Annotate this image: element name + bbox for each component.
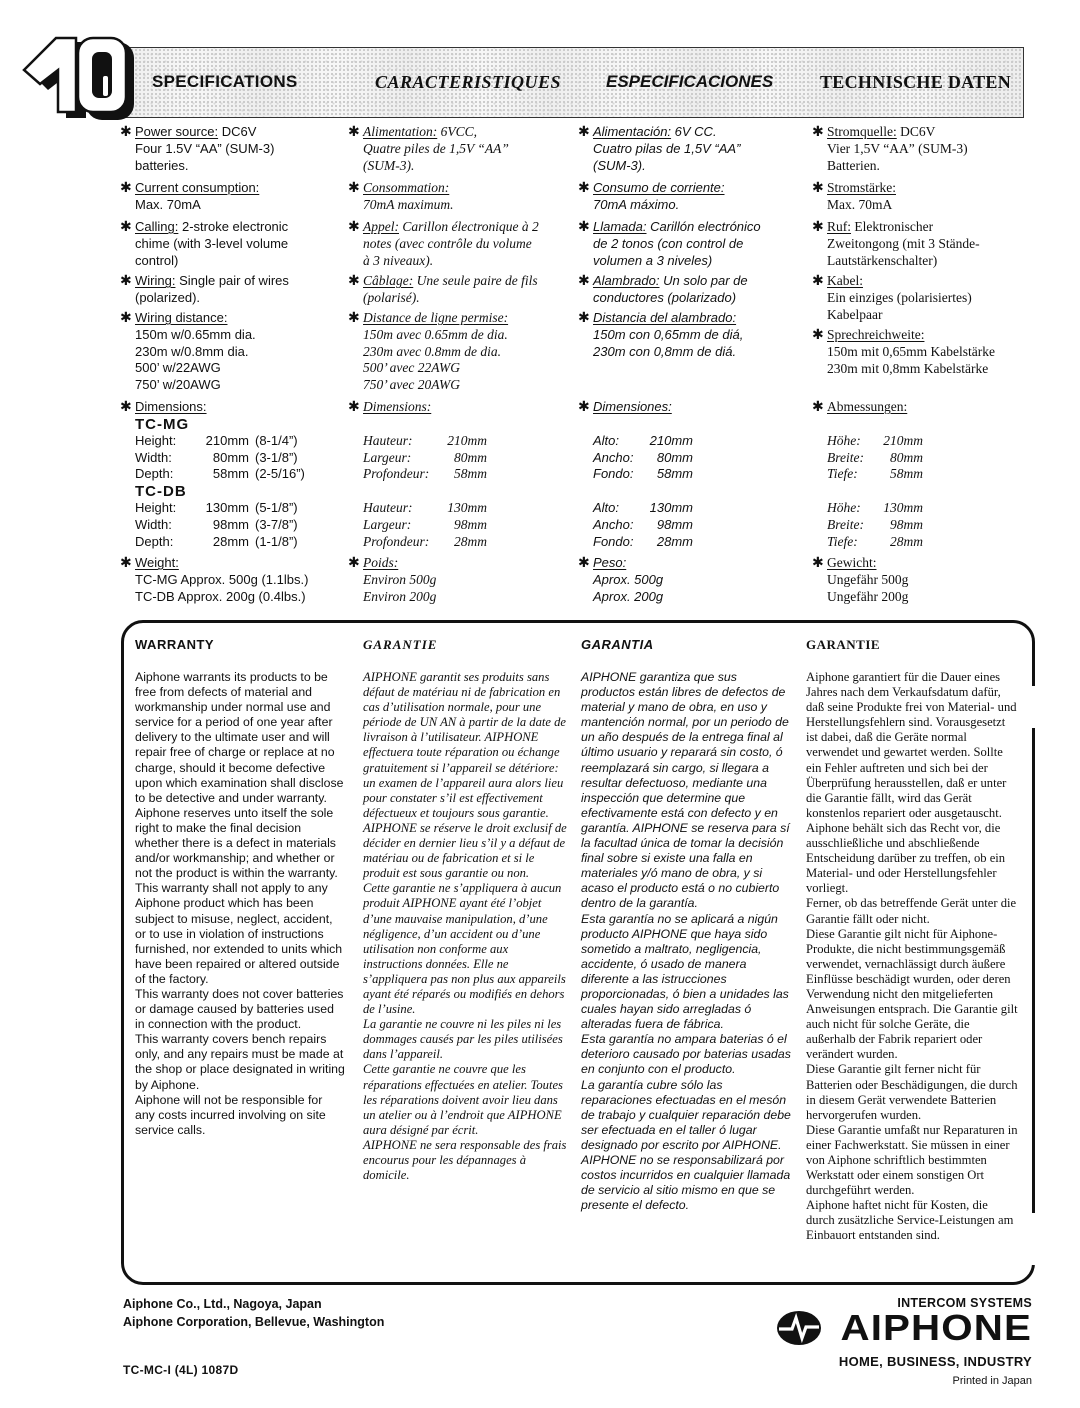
spec-label: Distance de ligne permise: (363, 310, 509, 325)
warranty-paragraph: Esta garantía no se aplicará a nigún producto AIPHONE que haya sido sometido a maltrato, negligencia, accidente, ó usado de manera diferente a las istrucciones proporcionadas, ó bien a unidades las cuales hayan sido arregladas ó alteradas fuera de fábrica. (581, 911, 789, 1032)
spec-label: Peso: (593, 555, 627, 570)
warranty-paragraph: Aiphone warrants its products to be free from defects of material and workmanship under normal use and service for a period of one year after delivery to the ultimate user and will repair free of charge or replace at no charge, should it become defective upon which examination shall disclose to be detective and under warranty. Aiphone reserves unto itself the sole right to make the final decision whether there is a defect in materials and/or workmanship; and whether or not the product is within the warranty. (135, 670, 344, 881)
warranty-column-fr (363, 637, 568, 1183)
asterisk-bullet-icon: ✱ (812, 219, 824, 235)
spec-label: Ruf: (827, 219, 852, 234)
asterisk-bullet-icon: ✱ (348, 219, 360, 235)
asterisk-bullet-icon: ✱ (578, 555, 590, 571)
asterisk-bullet-icon: ✱ (348, 273, 360, 289)
dim-row: Alto: 130mm (593, 500, 693, 516)
spec-wiring: ✱ Wiring: Single pair of wires (polarized). (120, 273, 289, 305)
spec-current: ✱ Consommation: 70mA maximum. (348, 180, 454, 212)
spec-label: Alimentación: (593, 124, 672, 139)
asterisk-bullet-icon: ✱ (578, 219, 590, 235)
spec-dimensions (812, 399, 1042, 551)
dim-row: Depth: 28mm (1-1/8”) (135, 533, 298, 549)
spec-label: Alimentation: (363, 124, 438, 139)
spec-label: Gewicht: (827, 555, 877, 570)
asterisk-bullet-icon: ✱ (578, 273, 590, 289)
warranty-title: GARANTIE (806, 637, 881, 652)
warranty-paragraph: Cette garantie ne couvre que les réparations effectuées en atelier. Toutes les réparations doivent avoir lieu dans un atelier ou à l’endroit que AIPHONE aura désigné par écrit. (363, 1062, 563, 1137)
title-es: ESPECIFICACIONES (606, 72, 774, 91)
dim-row: Largeur: 80mm (363, 449, 487, 465)
spec-current: ✱ Current consumption: Max. 70mA (120, 180, 260, 212)
dim-row: Width: 98mm (3-7/8”) (135, 516, 298, 532)
warranty-paragraph: Esta garantía no ampara baterias ó el deterioro causado por baterias usadas en conjunto con el producto. (581, 1032, 791, 1077)
warranty-paragraph: Aiphone haftet nicht für Kosten, die durch zusätzliche Service-Leistungen am Einbauort entstanden sind. (806, 1198, 1014, 1243)
spec-label: Appel: (363, 219, 399, 234)
dim-row: Width: 80mm (3-1/8”) (135, 449, 298, 465)
spec-wiring-distance: ✱ Distancia del alambrado: 150m con 0,65mm de diá, 230m con 0,8mm de diá. (578, 310, 744, 359)
spec-label: Câblage: (363, 273, 414, 288)
dim-row: Fondo: 28mm (593, 533, 693, 549)
spec-wiring: ✱ Kabel: Ein einziges (polarisiertes) Kabelpaar (812, 273, 972, 322)
dim-row: Tiefe: 58mm (827, 466, 923, 482)
spec-current: ✱ Consumo de corriente: 70mA máximo. (578, 180, 725, 212)
spec-label: Stromstärke: (827, 180, 896, 195)
spec-label: Consommation: (363, 180, 450, 195)
spec-wiring: ✱ Câblage: Une seule paire de fils (polarisé). (348, 273, 538, 305)
spec-label: Wiring distance: (135, 310, 228, 325)
spec-label: Wiring: (135, 273, 176, 288)
warranty-paragraph: AIPHONE garantiza que sus productos están libres de defectos de material y mano de obra, en uso y mantención normal, por un periodo de un año después de la entrega final al último usuario y reparará sin costo, ó reemplazará sin cargo, si llegara a resultar defectuoso, mediante una inspección que determine que efectivamente está con defecto y en garantía. AIPHONE se reserva para sí la facultad única de tomar la decisión final sobre si existe una falla en materiales y/ó mano de obra, y si acaso el producto está o no cubierto dentro de la garantía. (581, 670, 790, 911)
spec-weight: ✱ Weight: TC-MG Approx. 500g (1.1lbs.) TC-DB Approx. 200g (0.4lbs.) (120, 555, 309, 604)
asterisk-bullet-icon: ✱ (120, 399, 132, 415)
asterisk-bullet-icon: ✱ (348, 124, 360, 140)
spec-label: Dimensions: (363, 399, 432, 414)
asterisk-bullet-icon: ✱ (348, 555, 360, 571)
warranty-paragraph: La garantía cubre sólo las reparaciones efectuadas en el mesón de trabajo y cualquier reparación debe ser efectuada en el taller ó lugar designado por escrito por AIPHONE. (581, 1077, 791, 1152)
dim-row: Largeur: 98mm (363, 516, 487, 532)
title-fr: CARACTERISTIQUES (375, 72, 562, 92)
spec-label: Calling: (135, 219, 179, 234)
spec-label: Dimensions: (135, 399, 207, 414)
spec-label: Distancia del alambrado: (593, 310, 737, 325)
spec-wiring: ✱ Alambrado: Un solo par de conductores (polarizado) (578, 273, 748, 305)
spec-power: ✱ Alimentación: 6V CC. Cuatro pilas de 1,5V “AA” (SUM-3). (578, 124, 741, 173)
spec-weight: ✱ Poids: Environ 500g Environ 200g (348, 555, 437, 604)
dim-row: Höhe: 210mm (827, 432, 923, 448)
asterisk-bullet-icon: ✱ (578, 180, 590, 196)
warranty-paragraph: This warranty does not cover batteries or damage caused by batteries used in connection with the product. (135, 986, 344, 1032)
spec-label: Llamada: (593, 219, 647, 234)
section-10-badge-icon (18, 36, 138, 122)
spec-power: ✱ Power source: DC6V Four 1.5V “AA” (SUM-3) batteries. (120, 124, 275, 173)
warranty-paragraph: Diese Garantie gilt nicht für Aiphone-Produkte, die nicht bestimmungsgemäß verwendet, vernachlässigt durch äußere Einflüsse beschädigt wurden, oder deren Verwendung nicht den mitgelieferten Anweisungen entsprach. Die Garantie gilt auch nicht für solche Geräte, die außerhalb der Fabrik repariert oder verändert wurden. (806, 926, 1018, 1062)
spec-dimensions (578, 399, 803, 551)
company-line: Aiphone Corporation, Bellevue, Washington (123, 1315, 385, 1329)
warranty-paragraph: Diese Garantie gilt ferner nicht für Batterien oder Beschädigungen, die durch in diesem Gerät verwendete Batterien hervorgerufen wurden. (806, 1062, 1018, 1122)
warranty-title: WARRANTY (135, 637, 215, 652)
spec-calling: ✱ Calling: 2-stroke electronic chime (with 3-level volume control) (120, 219, 289, 268)
document-code: TC-MC-I (4L) 1087D (123, 1363, 239, 1377)
title-en: SPECIFICATIONS (152, 72, 298, 91)
model-name: TC-DB (135, 483, 187, 501)
spec-label: Kabel: (827, 273, 863, 288)
warranty-paragraph: Aiphone will not be responsible for any costs incurred involving on site service calls. (135, 1092, 326, 1137)
model-name: TC-MG (135, 415, 190, 433)
dim-row: Alto: 210mm (593, 432, 693, 448)
spec-label: Weight: (135, 555, 179, 570)
spec-calling: ✱ Llamada: Carillón electrónico de 2 tonos (con control de volumen a 3 niveles) (578, 219, 761, 268)
tagline-intercom: INTERCOM SYSTEMS (897, 1296, 1032, 1310)
spec-label: Current consumption: (135, 180, 260, 195)
asterisk-bullet-icon: ✱ (812, 180, 824, 196)
asterisk-bullet-icon: ✱ (120, 555, 132, 571)
warranty-paragraph: Diese Garantie umfaßt nur Reparaturen in einer Fachwerkstatt. Sie müssen in einer von Aiphone schriftlich bestimmten Werkstatt oder einem sonstigen Ort durchgeführt werden. (806, 1122, 1018, 1198)
asterisk-bullet-icon: ✱ (812, 124, 824, 140)
warranty-paragraph: Cette garantie ne s’appliquera à aucun produit AIPHONE ayant été l’objet d’une mauvaise manipulation, d’une négligence, d’un accident ou d’une utilisation non conforme aux instructions données. Elle ne s’appliquera pas non plus aux appareils ayant été réparés ou modifiés en dehors de l’usine. (363, 881, 566, 1017)
warranty-paragraph: Aiphone garantiert für die Dauer eines Jahres nach dem Verkaufsdatum dafür, daß seine Produkte frei von Material- und Herstellungsfehlern sind. Vorausgesetzt ist dabei, daß die Geräte normal verwendet und gewartet werden. Sollte ein Fehler auftreten und sich bei der Überprüfung herausstellen, daß er unter die Garantie fällt, wird das Gerät konstenlos repariert oder ausgetauscht. Aiphone behält sich das Recht vor, die ausschließliche und abschließende Entscheidung darüber zu treffen, ob ein Material- und oder Herstellungsfehler vorliegt. (806, 670, 1017, 896)
asterisk-bullet-icon: ✱ (120, 219, 132, 235)
warranty-column-de (806, 637, 1018, 1244)
dim-row: Hauteur: 130mm (363, 500, 487, 516)
spec-wiring-distance: ✱ Wiring distance: 150m w/0.65mm dia. 230m w/0.8mm dia. 500’ w/22AWG 750’ w/20AWG (120, 310, 256, 393)
asterisk-bullet-icon: ✱ (348, 310, 360, 326)
warranty-column-es (581, 637, 791, 1213)
dim-row: Height: 210mm (8-1/4”) (135, 432, 298, 448)
dim-row: Profondeur: 58mm (363, 466, 487, 482)
spec-label: Dimensiones: (593, 399, 672, 414)
asterisk-bullet-icon: ✱ (120, 124, 132, 140)
warranty-paragraph: Ferner, ob das betreffende Gerät unter die Garantie fällt oder nicht. (806, 896, 1017, 926)
asterisk-bullet-icon: ✱ (578, 399, 590, 415)
warranty-paragraph: This warranty shall not apply to any Aiphone product which has been subject to misuse, neglect, accident, or to use in violation of instructions furnished, nor extended to units which have been repaired or altered outside of the factory. (135, 881, 343, 986)
spec-label: Consumo de corriente: (593, 180, 725, 195)
asterisk-bullet-icon: ✱ (812, 327, 824, 343)
dim-row: Depth: 58mm (2-5/16”) (135, 466, 305, 482)
asterisk-bullet-icon: ✱ (120, 273, 132, 289)
spec-dimensions (120, 399, 340, 551)
spec-label: Poids: (363, 555, 399, 570)
warranty-paragraph: This warranty covers bench repairs only, and any repairs must be made at the shop or place designated in writing by Aiphone. (135, 1032, 345, 1092)
warranty-title: GARANTIE (363, 637, 438, 652)
dim-row: Height: 130mm (5-1/8”) (135, 500, 298, 516)
company-addresses (123, 1295, 384, 1331)
spec-label: Power source: (135, 124, 219, 139)
spec-label: Abmessungen: (827, 399, 908, 414)
dim-row: Hauteur: 210mm (363, 432, 487, 448)
aiphone-brand-block (762, 1296, 1032, 1396)
company-line: Aiphone Co., Ltd., Nagoya, Japan (123, 1297, 322, 1311)
asterisk-bullet-icon: ✱ (812, 555, 824, 571)
warranty-column-en (135, 637, 345, 1138)
spec-wiring-distance: ✱ Distance de ligne permise: 150m avec 0.65mm de dia. 230m avec 0.8mm de dia. 500’ avec 22AWG 750’ avec 20AWG (348, 310, 509, 393)
title-de: TECHNISCHE DATEN (820, 72, 1012, 92)
spec-current: ✱ Stromstärke: Max. 70mA (812, 180, 896, 212)
dim-row: Höhe: 130mm (827, 500, 923, 516)
asterisk-bullet-icon: ✱ (578, 310, 590, 326)
spec-label: Stromquelle: (827, 124, 897, 139)
spec-power: ✱ Stromquelle: DC6V Vier 1,5V “AA” (SUM-3) Batterien. (812, 124, 968, 173)
asterisk-bullet-icon: ✱ (120, 310, 132, 326)
asterisk-bullet-icon: ✱ (120, 180, 132, 196)
spec-weight: ✱ Peso: Aprox. 500g Aprox. 200g (578, 555, 664, 604)
spec-wiring-distance: ✱ Sprechreichweite: 150m mit 0,65mm Kabelstärke 230m mit 0,8mm Kabelstärke (812, 327, 995, 376)
spec-power: ✱ Alimentation: 6VCC, Quatre piles de 1,5V “AA” (SUM-3). (348, 124, 509, 173)
dim-row: Breite: 80mm (827, 449, 923, 465)
spec-calling: ✱ Ruf: Elektronischer Zweitongong (mit 3 Stände- Lautstärkenschalter) (812, 219, 980, 268)
aiphone-logo-icon (776, 1310, 822, 1346)
dim-row: Ancho: 98mm (593, 516, 693, 532)
warranty-paragraph: La garantie ne couvre ni les piles ni les dommages causés par les piles utilisées dans l’appareil. (363, 1017, 563, 1062)
warranty-paragraph: AIPHONE garantit ses produits sans défaut de matériau ni de fabrication en cas d’utilisation normale, pour une période de UN AN à partir de la date de livraison à l’utilisateur. AIPHONE effectuera toute réparation ou échange gratuitement si l’appareil se détériore: un examen de l’appareil aura alors lieu pour constater s’il est effectivement défectueux et toujours sous garantie. AIPHONE se réserve le droit exclusif de décider en dernier lieu s’il y a défaut de matériau ou de fabrication et si le produit est sous garantie ou non. (363, 670, 567, 881)
spec-label: Alambrado: (593, 273, 660, 288)
asterisk-bullet-icon: ✱ (812, 399, 824, 415)
warranty-title: GARANTIA (581, 637, 654, 652)
dim-row: Breite: 98mm (827, 516, 923, 532)
warranty-paragraph: AIPHONE ne sera responsable des frais encourus pour les dépannages à domicile. (363, 1137, 567, 1183)
dim-row: Fondo: 58mm (593, 466, 693, 482)
asterisk-bullet-icon: ✱ (348, 399, 360, 415)
tagline-markets: HOME, BUSINESS, INDUSTRY (838, 1354, 1032, 1369)
asterisk-bullet-icon: ✱ (812, 273, 824, 289)
aiphone-wordmark: AIPHONE (840, 1307, 1032, 1348)
dim-row: Ancho: 80mm (593, 449, 693, 465)
spec-calling: ✱ Appel: Carillon électronique à 2 notes (avec contrôle du volume à 3 niveaux). (348, 219, 539, 268)
asterisk-bullet-icon: ✱ (348, 180, 360, 196)
warranty-paragraph: AIPHONE no se responsabilizará por costos incurridos en cualquier llamada de servicio al sitio mismo en que se presente el defecto. (581, 1153, 791, 1213)
spec-label: Sprechreichweite: (827, 327, 925, 342)
printed-in: Printed in Japan (952, 1375, 1032, 1387)
spec-dimensions (348, 399, 573, 551)
spec-weight: ✱ Gewicht: Ungefähr 500g Ungefähr 200g (812, 555, 909, 604)
asterisk-bullet-icon: ✱ (578, 124, 590, 140)
dim-row: Profondeur: 28mm (363, 533, 487, 549)
dim-row: Tiefe: 28mm (827, 533, 923, 549)
